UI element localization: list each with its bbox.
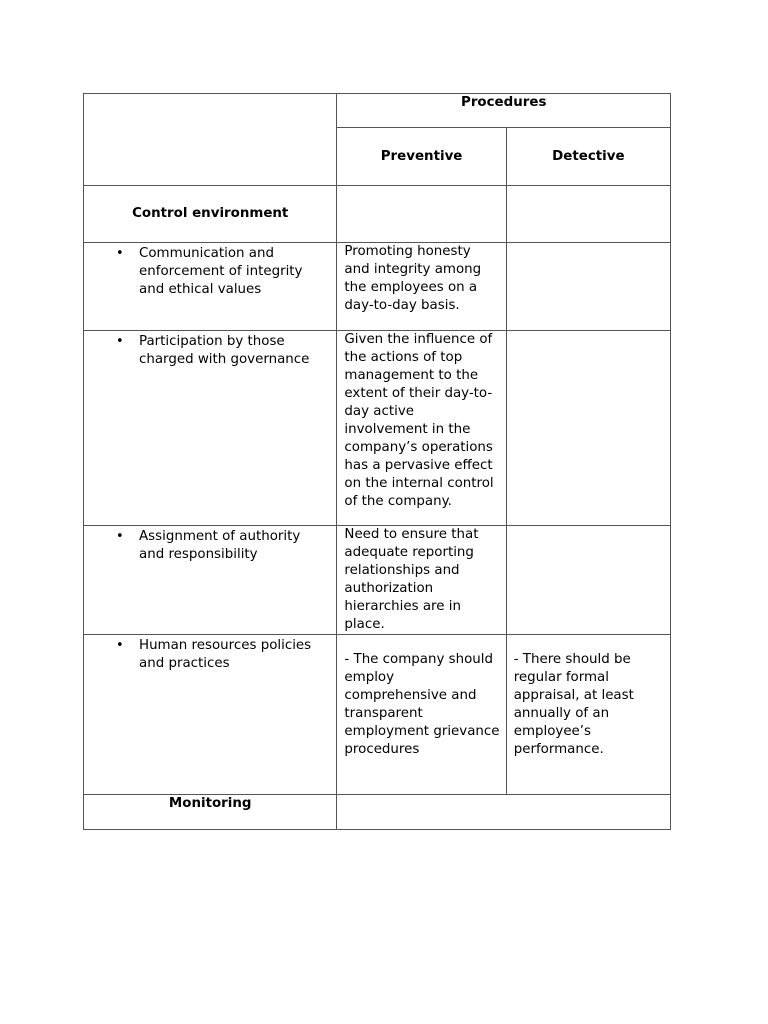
preventive-text: Need to ensure that adequate reporting relationships and authorization hierarchies are in place. xyxy=(344,527,479,632)
section-label-control-environment: Control environment xyxy=(84,186,337,243)
header-empty-cell xyxy=(84,94,337,186)
item-cell xyxy=(84,526,337,635)
preventive-cell xyxy=(337,526,506,635)
detective-text: - There should be regular formal appraisal, at least annually of an employee’s performance. xyxy=(513,652,634,757)
bullet-icon: • xyxy=(116,638,124,653)
detective-cell xyxy=(506,526,670,635)
empty-cell xyxy=(337,795,671,830)
preventive-cell xyxy=(337,331,506,526)
header-row-top xyxy=(84,94,671,128)
empty-cell xyxy=(337,186,506,243)
detective-cell xyxy=(506,243,670,331)
item-label: Human resources policies and practices xyxy=(139,638,312,671)
table-row xyxy=(84,526,671,635)
preventive-cell xyxy=(337,243,506,331)
procedures-header: Procedures xyxy=(337,94,671,128)
preventive-text: Given the influence of the actions of top management to the extent of their day-to-day active involvement in the company’s operations has a pervasive effect on the internal control of the company. xyxy=(344,332,494,509)
control-procedures-table xyxy=(83,93,671,830)
preventive-text: Promoting honesty and integrity among the employees on a day-to-day basis. xyxy=(344,244,482,313)
section-row-control-environment xyxy=(84,186,671,243)
table-row xyxy=(84,635,671,795)
item-cell xyxy=(84,243,337,331)
item-label: Communication and enforcement of integrity and ethical values xyxy=(139,246,303,297)
section-row-monitoring xyxy=(84,795,671,830)
item-label: Participation by those charged with governance xyxy=(139,334,310,367)
bullet-icon: • xyxy=(116,529,124,544)
detective-header: Detective xyxy=(506,128,670,186)
preventive-header: Preventive xyxy=(337,128,506,186)
table-row xyxy=(84,243,671,331)
preventive-text: - The company should employ comprehensive and transparent employment grievance procedures xyxy=(344,652,500,757)
detective-cell xyxy=(506,635,670,795)
section-label-monitoring: Monitoring xyxy=(84,795,337,830)
item-label: Assignment of authority and responsibility xyxy=(139,529,301,562)
preventive-cell xyxy=(337,635,506,795)
detective-cell xyxy=(506,331,670,526)
empty-cell xyxy=(506,186,670,243)
bullet-icon: • xyxy=(116,334,124,349)
table-row xyxy=(84,331,671,526)
item-cell xyxy=(84,331,337,526)
bullet-icon: • xyxy=(116,246,124,261)
item-cell xyxy=(84,635,337,795)
